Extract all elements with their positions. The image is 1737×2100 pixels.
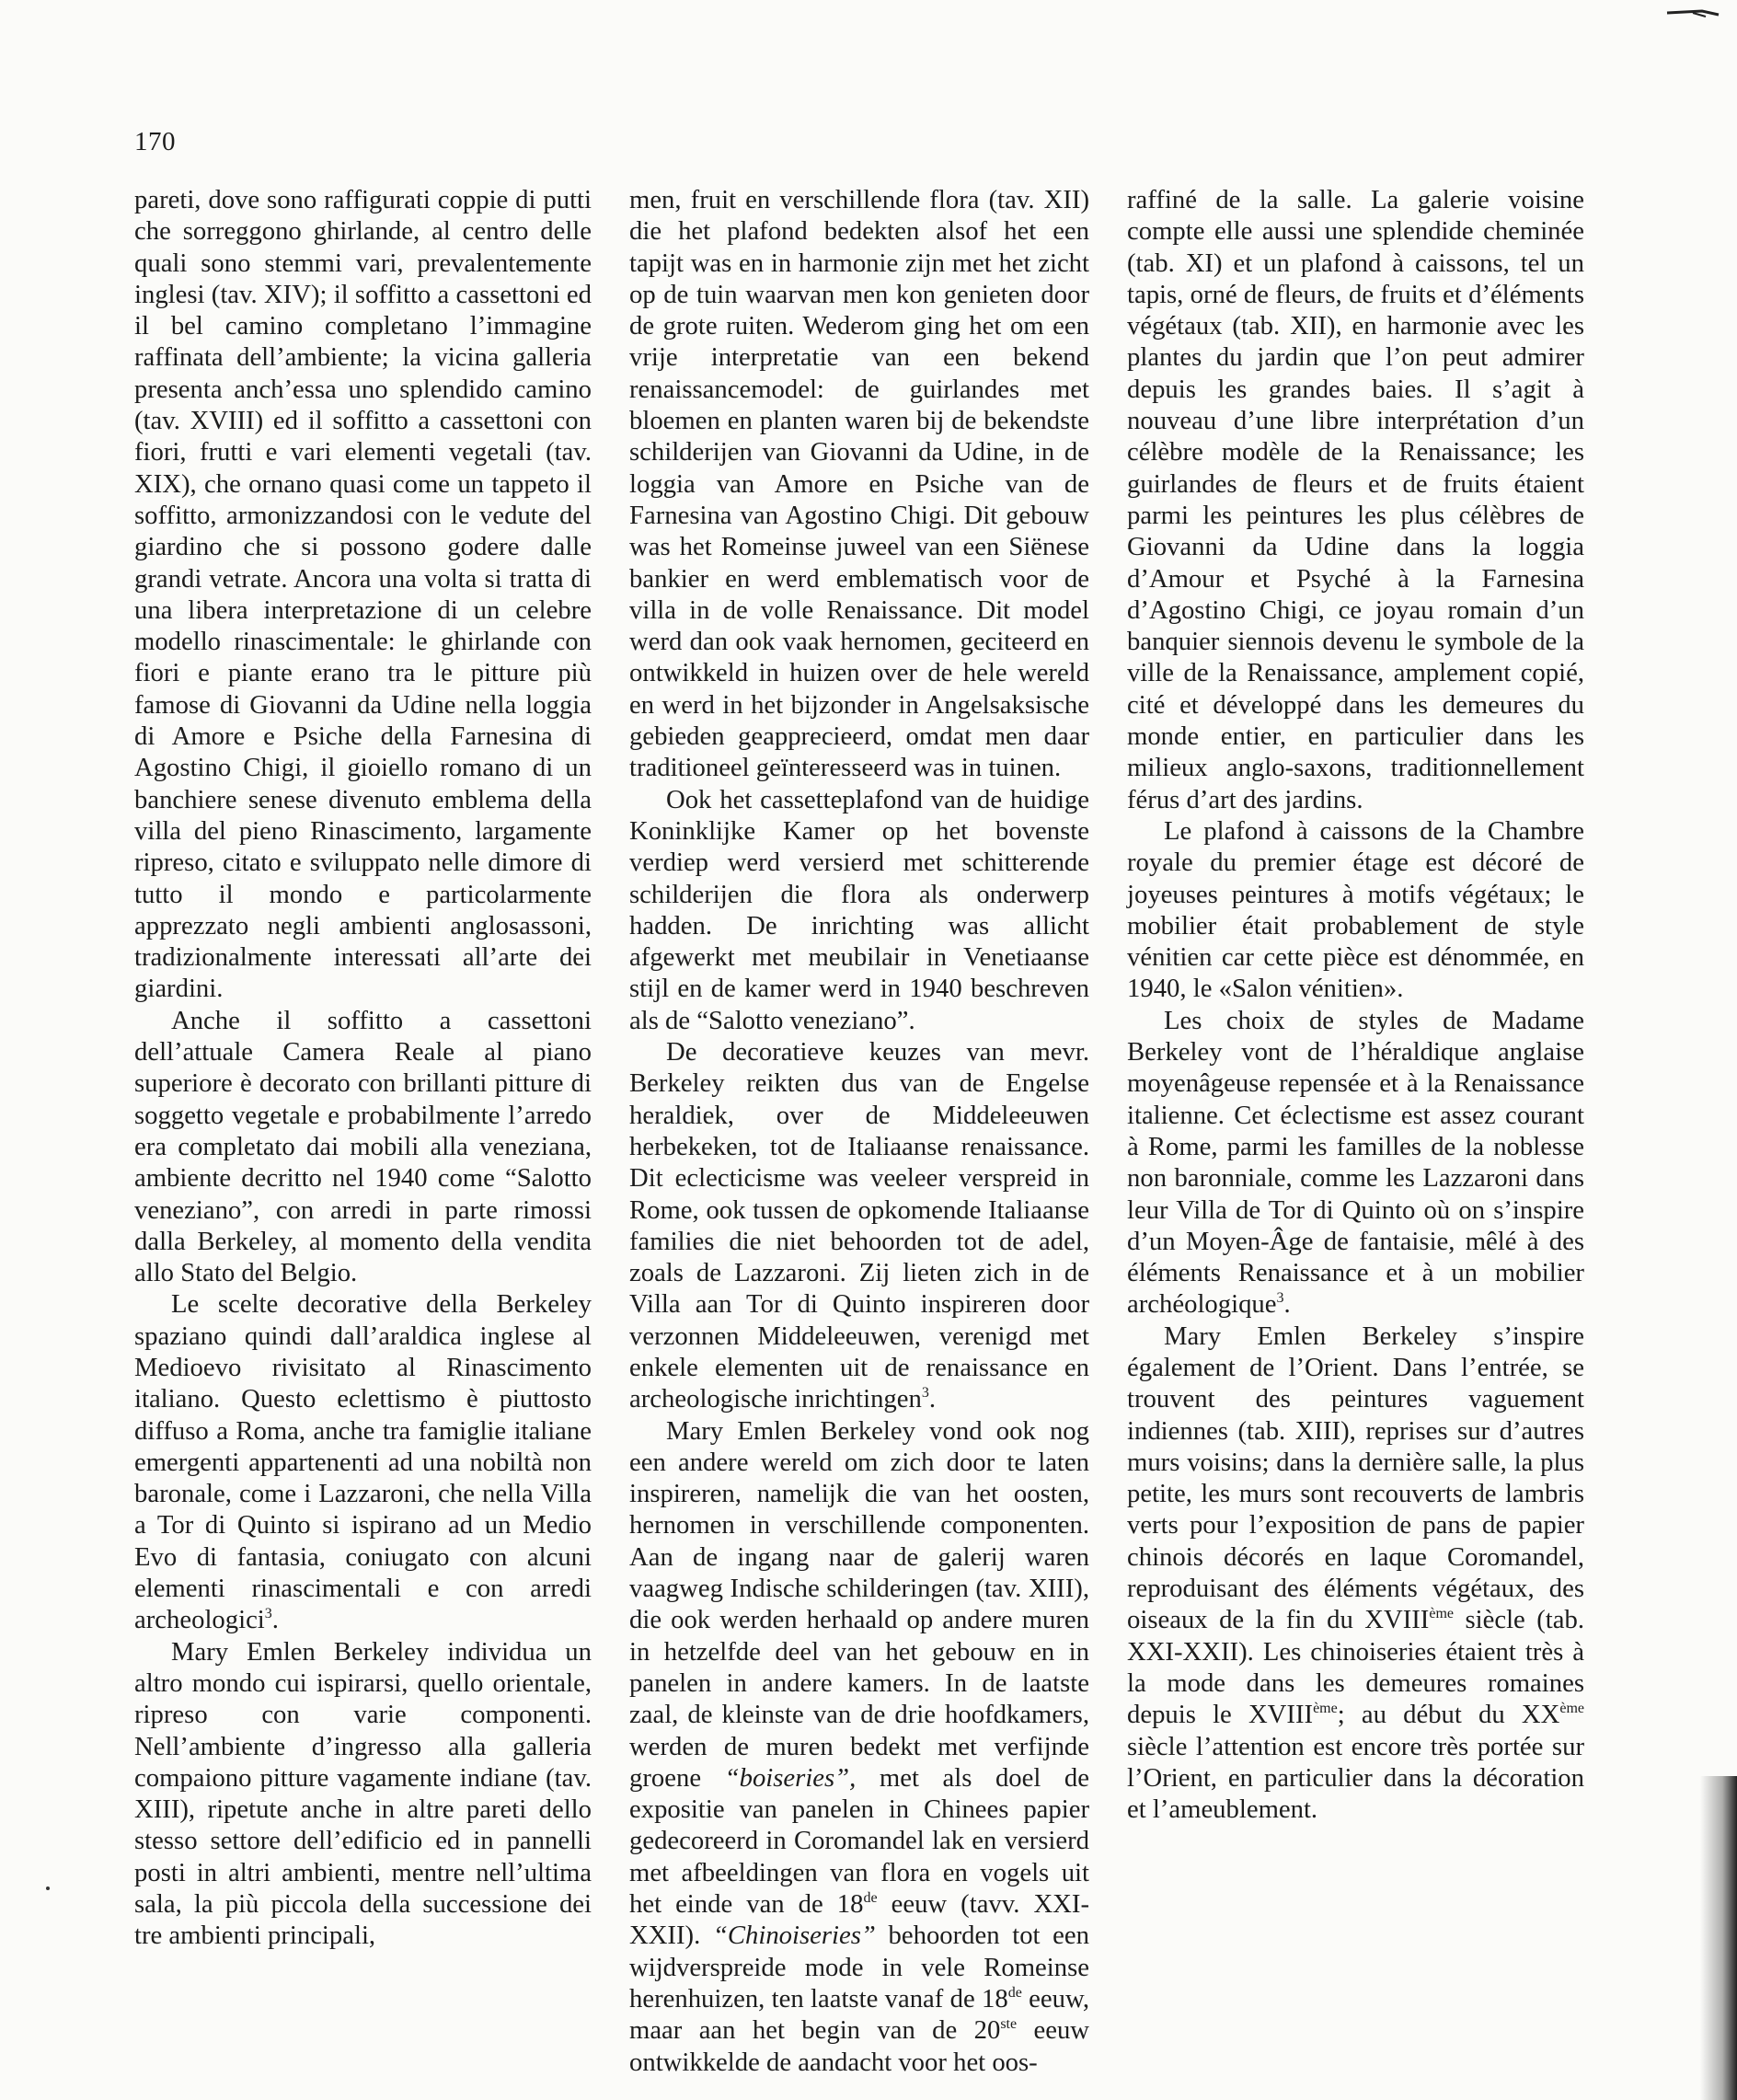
- paragraph: [1127, 1321, 1584, 1826]
- paragraph: Le scelte decorative della Berkeley spaziano quindi dall’araldica inglese al Medioevo rivisitato al Rinascimento italiano. Questo eclettismo è piuttosto diffuso a Roma, anche tra famiglie italiane emergenti appartenenti ad una nobiltà non baronale, come i Lazzaroni, che nella Villa a Tor di Quinto si ispirano ad un Medio Evo di fantasia, coniugato con alcuni elementi rinascimentali e con arredi archeologici$^3$.: [134, 1289, 592, 1635]
- paragraph: pareti, dove sono raffigurati coppie di putti che sorreggono ghirlande, al centro delle quali sono stemmi vari, prevalentemente inglesi (tav. XIV); il soffitto a cassettoni ed il bel camino completano l’immagine raffinata dell’ambiente; la vicina galleria presenta anch’essa uno splendido camino (tav. XVIII) ed il soffitto a cassettoni con fiori, frutti e vari elementi vegetali (tav. XIX), che ornano quasi come un tappeto il soffitto, armonizzandosi con le vedute del giardino che si possono godere dalle grandi vetrate. Ancora una volta si tratta di una libera interpretazione di un celebre modello rinascimentale: le ghirlande con fiori e piante erano tra le pitture più famose di Giovanni da Udine nella loggia di Amore e Psiche della Farnesina di Agostino Chigi, il gioiello romano di un banchiere senese divenuto emblema della villa del pieno Rinascimento, largamente ripreso, citato e sviluppato nelle dimore di tutto il mondo e particolarmente apprezzato negli ambienti anglosassoni, tradizionalmente interessati all’arte dei giardini.: [134, 185, 592, 1004]
- ordinal-suffix: ste: [1000, 2016, 1018, 2033]
- dutch-text-column: [629, 184, 1089, 2078]
- paragraph-text: De decoratieve keuzes van mevr. Berkeley reikten dus van de Engelse heraldiek, over de Middeleeuwen herbekeken, tot de Italiaanse renaissance. Dit eclecticisme was veeleer verspreid in Rome, ook tussen de opkomende Italiaanse families die niet behoorden tot de adel, zoals de Lazzaroni. Zij lieten zich in de Villa aan Tor di Quinto inspireren door verzonnen Middeleeuwen, verenigd met enkele elementen uit de renaissance en archeologische inrichtingen: [629, 1037, 1089, 1414]
- scan-speck: [46, 1887, 50, 1890]
- page-edge-shadow: [1700, 1776, 1737, 2100]
- paragraph: raffiné de la salle. La galerie voisine compte elle aussi une splendide cheminée (tab. XI) et un plafond à caissons, tel un tapis, orné de fleurs, de fruits et d’éléments végétaux (tab. XII), en harmonie avec les plantes du jardin que l’on peut admirer depuis les grandes baies. Il s’agit à nouveau d’une libre interprétation d’un célèbre modèle de la Renaissance; les guirlandes de fleurs et de fruits étaient parmi les peintures les plus célèbres de Giovanni da Udine dans la loggia d’Amour et Psyché à la Farnesina d’Agostino Chigi, ce joyau romain d’un banquier siennois devenu le symbole de la ville de la Renaissance, amplement copié, cité et développé dans les demeures du monde entier, en particulier dans les milieux anglo-saxons, traditionnellement férus d’art des jardins.: [1127, 185, 1584, 814]
- paragraph: Le plafond à caissons de la Chambre royale du premier étage est décoré de joyeuses peintures à motifs végétaux; le mobilier était probablement de style vénitien car cette pièce est dénommée, en 1940, le «Salon vénitien».: [1127, 815, 1584, 1004]
- paragraph-text: eeuw, maar aan het begin van de 20: [629, 1983, 1089, 2046]
- italic-term: “Chinoiseries”: [712, 1921, 876, 1951]
- footnote-reference: 3: [264, 1606, 272, 1622]
- paragraph: [629, 1036, 1089, 1415]
- ordinal-suffix: de: [1007, 1984, 1022, 2001]
- paragraph-text: behoorden tot een wijdverspreide mode in vele Romeinse herenhuizen, ten laatste vanaf de 18: [629, 1921, 1089, 2013]
- paragraph-text: eeuw ontwikkelde de aandacht voor het oos-: [629, 2015, 1090, 2077]
- paragraph-text: Le scelte decorative della Berkeley spaziano quindi dall’araldica inglese al Medioevo rivisitato al Rinascimento italiano. Questo eclettismo è piuttosto diffuso a Roma, anche tra famiglie italiane emergenti appartenenti ad una nobiltà non baronale, come i Lazzaroni, che nella Villa a Tor di Quinto si ispirano ad un Medio Evo di fantasia, coniugato con alcuni elementi rinascimentali e con arredi archeologici: [134, 1289, 592, 1635]
- italic-term: “boiseries”,: [724, 1762, 857, 1793]
- paragraph-text: siècle l’attention est encore très portée sur l’Orient, en particulier dans la décoration et l’ameublement.: [1127, 1731, 1584, 1825]
- paragraph-text: Mary Emlen Berkeley s’inspire également de l’Orient. Dans l’entrée, se trouvent des peintures vaguement indiennes (tab. XIII), reprises sur d’autres murs voisins; dans la dernière salle, la plus petite, les murs sont recouverts de lambris verts pour l’exposition de pans de papier chinois décorés en laque Coromandel, reproduisant des éléments végétaux, des oiseaux de la fin du XVIII: [1127, 1321, 1584, 1635]
- ordinal-suffix: ème: [1313, 1701, 1338, 1717]
- paragraph-text: ; au début du XX: [1337, 1700, 1560, 1730]
- italian-text-column: [134, 184, 592, 1952]
- french-text-column: [1127, 184, 1584, 1825]
- footnote-reference: 3: [921, 1385, 929, 1402]
- ordinal-suffix: ème: [1429, 1606, 1455, 1622]
- paragraph: Mary Emlen Berkeley individua un altro mondo cui ispirarsi, quello orientale, ripreso con varie componenti. Nell’ambiente d’ingresso alla galleria compaiono pitture vagamente indiane (tav. XIII), ripetute anche in altre pareti dello stesso settore dell’edificio ed in pannelli posti in altri ambienti, mentre nell’ultima sala, la più piccola della successione dei tre ambienti principali,: [134, 1636, 592, 1951]
- paragraph: Anche il soffitto a cassettoni dell’attuale Camera Reale al piano superiore è decorato con brillanti pitture di soggetto vegetale e probabilmente l’arredo era completato dai mobili alla veneziana, ambiente decritto nel 1940 come “Salotto veneziano”, con arredi in parte rimossi dalla Berkeley, al momento della vendita allo Stato del Belgio.: [134, 1005, 592, 1288]
- paragraph-text: siècle (tab. XXI-XXII). Les chinoiseries étaient très à la mode dans les demeures romaines depuis le XVIII: [1127, 1605, 1585, 1730]
- punctuation: .: [928, 1384, 937, 1414]
- paragraph: Ook het cassetteplafond van de huidige Koninklijke Kamer op het bovenste verdiep werd versierd met schitterende schilderijen die flora als onderwerp hadden. De inrichting was allicht afgewerkt met meubilair in Venetiaanse stijl en de kamer werd in 1940 beschreven als de “Salotto veneziano”.: [629, 784, 1089, 1035]
- footnote-reference: 3: [1276, 1290, 1284, 1307]
- paragraph-text: eeuw (tavv. XXI-XXII).: [629, 1889, 1090, 1951]
- punctuation: .: [1283, 1289, 1291, 1320]
- paragraph-text: met als doel de expositie van panelen in Chinees papier gedecoreerd in Coromandel lak en versierd met afbeeldingen van flora en vogels uit het einde van de 18: [629, 1762, 1089, 1920]
- corner-scan-mark: [1665, 2, 1720, 26]
- ordinal-suffix: de: [863, 1890, 878, 1907]
- paragraph-text: Les choix de styles de Madame Berkeley vont de l’héraldique anglaise moyenâgeuse repensée et à la Renaissance italienne. Cet éclectisme est assez courant à Rome, parmi les familles de la noblesse non baronniale, comme les Lazzaroni dans leur Villa de Tor di Quinto où on s’inspire d’un Moyen-Âge de fantaisie, mêlé à des éléments Renaissance et à un mobilier archéologique: [1127, 1005, 1584, 1320]
- paragraph-text: Mary Emlen Berkeley vond ook nog een andere wereld om zich door te laten inspireren, namelijk die van het oosten, hernomen in verschillende componenten. Aan de ingang naar de galerij waren vaagweg Indische schilderingen (tav. XIII), die ook werden herhaald op andere muren in hetzelfde deel van het gebouw en in panelen in andere kamers. In de laatste zaal, de kleinste van de drie hoofdkamers, werden de muren bedekt met verfijnde groene: [629, 1415, 1089, 1793]
- page-number: 170: [134, 127, 176, 156]
- ordinal-suffix: ème: [1559, 1701, 1584, 1717]
- paragraph: men, fruit en verschillende flora (tav. XII) die het plafond bedekten alsof het een tapijt was en in harmonie zijn met het zicht op de tuin waarvan men kon genieten door de grote ruiten. Wederom ging het om een vrije interpretatie van een bekend renaissancemodel: de guirlandes met bloemen en planten waren bij de bekendste schilderijen van Giovanni da Udine, in de loggia van Amore en Psiche van de Farnesina van Agostino Chigi. Dit gebouw was het Romeinse juweel van een Siënese bankier en werd emblematisch voor de villa in de volle Renaissance. Dit model werd dan ook vaak hernomen, geciteerd en ontwikkeld in huizen over de hele wereld en werd in het bijzonder in Angelsaksische gebieden geapprecieerd, omdat men daar traditioneel geïnteresseerd was in tuinen.: [629, 185, 1089, 783]
- paragraph: [629, 1415, 1089, 2078]
- paragraph: [1127, 1005, 1584, 1321]
